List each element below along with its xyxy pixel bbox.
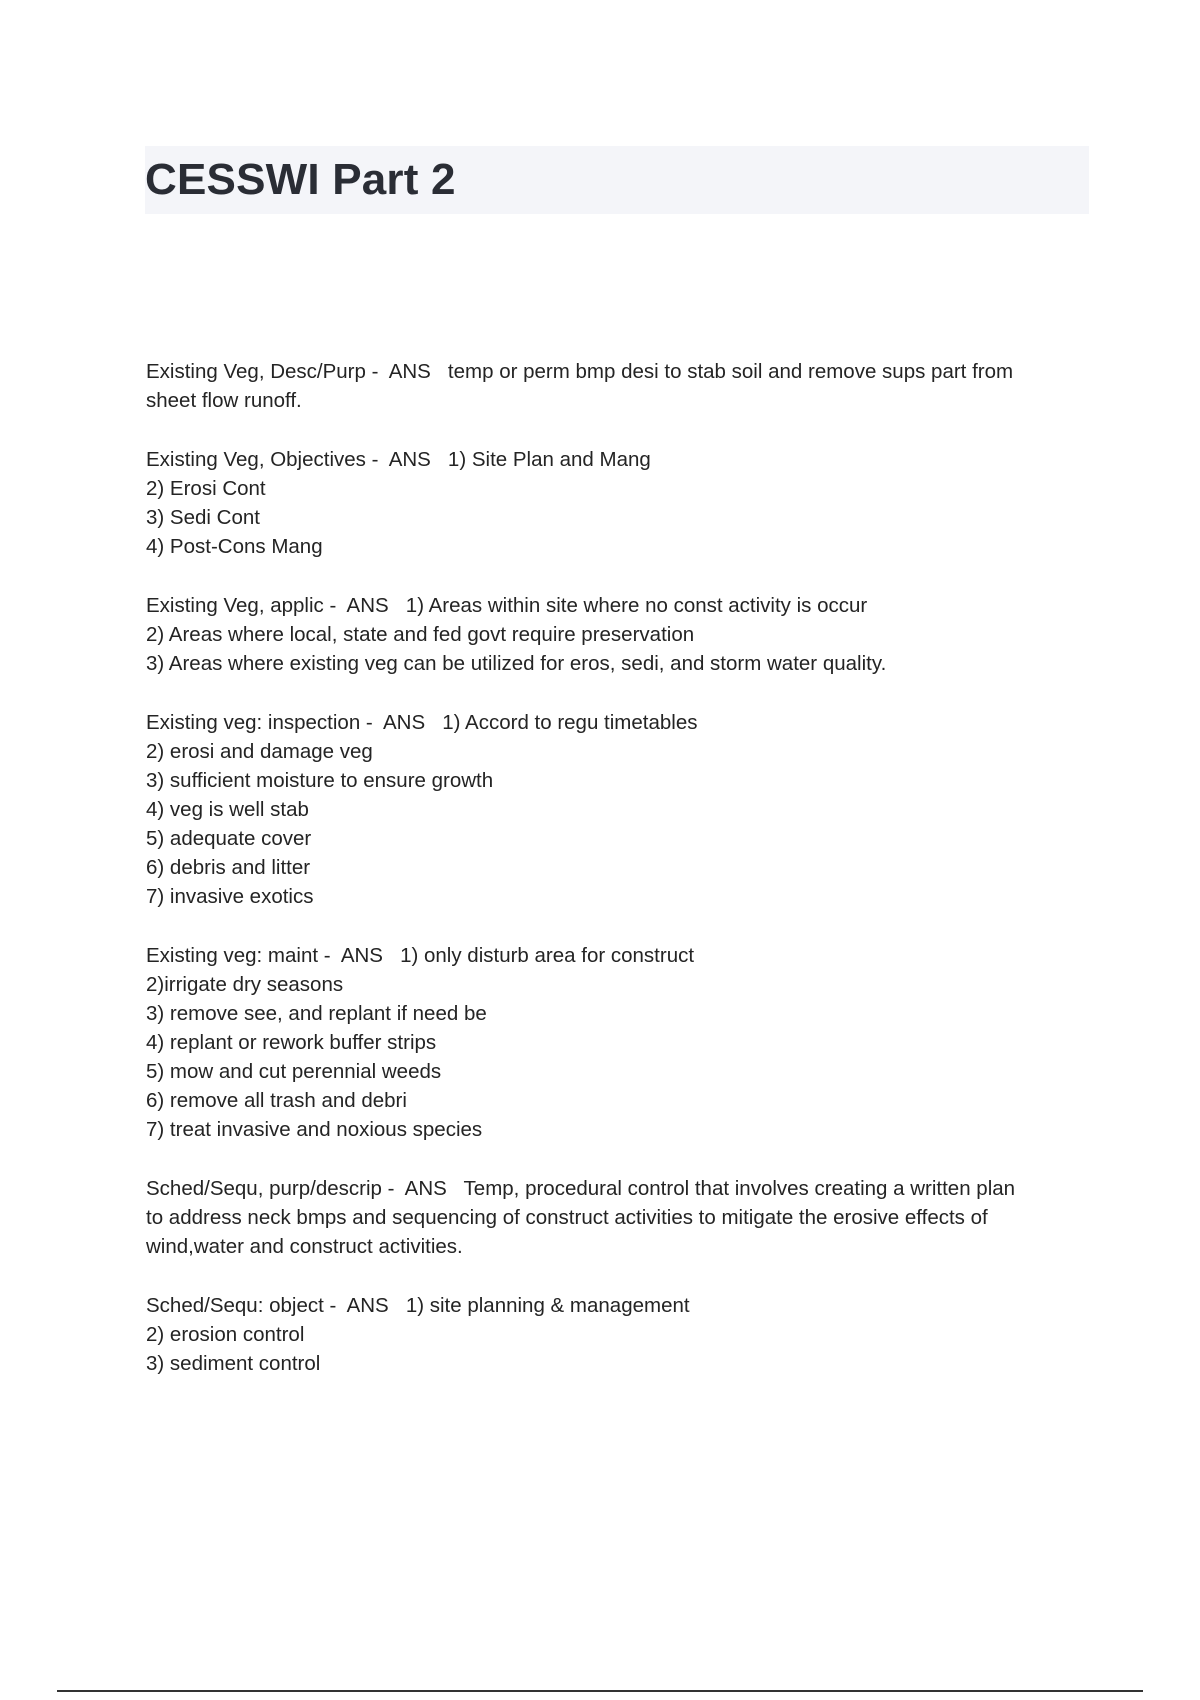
title-banner — [145, 146, 1089, 214]
entry-line: 2) erosi and damage veg — [146, 740, 373, 763]
entry-line: wind,water and construct activities. — [146, 1235, 463, 1258]
entry-line: 2) erosion control — [146, 1323, 305, 1346]
entry-line: 7) treat invasive and noxious species — [146, 1118, 483, 1141]
entry-existing-veg-inspection — [146, 708, 1096, 911]
entry-line: 4) replant or rework buffer strips — [146, 1031, 437, 1054]
entry-line: Existing veg: inspection - ANS 1) Accord to regu timetables — [146, 711, 698, 734]
entry-line: 3) Areas where existing veg can be utilized for eros, sedi, and storm water quality. — [146, 652, 887, 675]
entry-line: Sched/Sequ, purp/descrip - ANS Temp, procedural control that involves creating a written plan — [146, 1177, 1016, 1200]
entry-line: 5) adequate cover — [146, 827, 312, 850]
entry-line: 4) Post-Cons Mang — [146, 535, 323, 558]
footer-divider — [57, 1690, 1143, 1692]
entry-sched-sequ-purp-descrip — [146, 1174, 1096, 1261]
entry-existing-veg-desc-purp — [146, 357, 1096, 415]
entry-existing-veg-applic — [146, 591, 1096, 678]
entry-line: sheet flow runoff. — [146, 389, 302, 412]
page-title: CESSWI Part 2 — [145, 155, 456, 204]
document-body — [146, 357, 1096, 1408]
entry-line: 2) Areas where local, state and fed govt require preservation — [146, 623, 695, 646]
entry-line: Existing Veg, applic - ANS 1) Areas within site where no const activity is occur — [146, 594, 868, 617]
entry-line: Existing Veg, Objectives - ANS 1) Site Plan and Mang — [146, 448, 651, 471]
entry-existing-veg-objectives — [146, 445, 1096, 561]
entry-line: 4) veg is well stab — [146, 798, 309, 821]
entry-line: 3) sufficient moisture to ensure growth — [146, 769, 494, 792]
entry-existing-veg-maint — [146, 941, 1096, 1144]
entry-line: 3) Sedi Cont — [146, 506, 260, 529]
entry-line: Existing Veg, Desc/Purp - ANS temp or perm bmp desi to stab soil and remove sups part from — [146, 360, 1014, 383]
entry-line: 7) invasive exotics — [146, 885, 314, 908]
entry-line: 5) mow and cut perennial weeds — [146, 1060, 442, 1083]
entry-line: 6) debris and litter — [146, 856, 311, 879]
entry-line: 3) sediment control — [146, 1352, 321, 1375]
entry-line: 3) remove see, and replant if need be — [146, 1002, 487, 1025]
entry-sched-sequ-object — [146, 1291, 1096, 1378]
entry-line: Sched/Sequ: object - ANS 1) site planning & management — [146, 1294, 690, 1317]
entry-line: to address neck bmps and sequencing of construct activities to mitigate the erosive effects of — [146, 1206, 988, 1229]
entry-line: 6) remove all trash and debri — [146, 1089, 407, 1112]
entry-line: 2) Erosi Cont — [146, 477, 266, 500]
entry-line: 2)irrigate dry seasons — [146, 973, 344, 996]
entry-line: Existing veg: maint - ANS 1) only disturb area for construct — [146, 944, 695, 967]
